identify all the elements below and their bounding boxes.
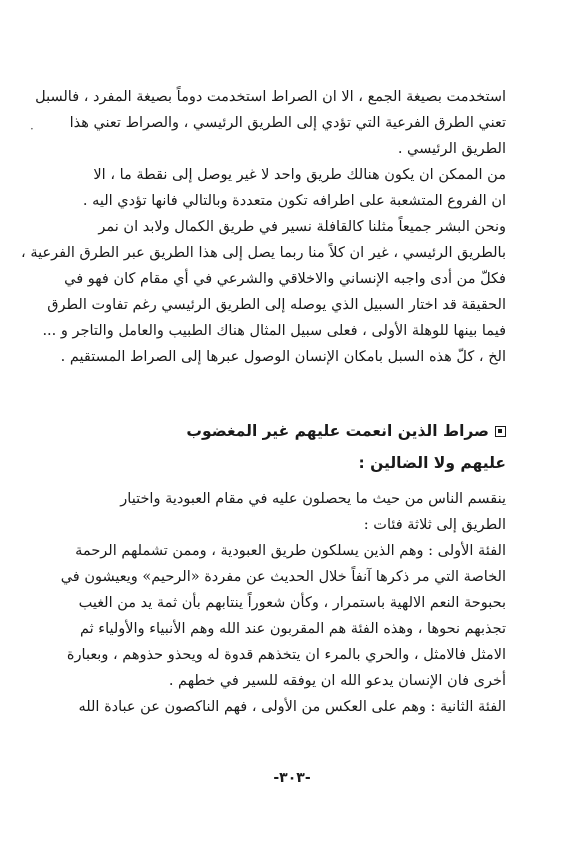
text-line: أخرى فان الإنسان يدعو الله ان يوفقه للسير في خطهم . [168, 673, 506, 689]
page-number: -٣٠٣- [273, 770, 311, 786]
square-bullet-icon [495, 426, 506, 437]
text-line: بحبوحة النعم الالهية باستمرار ، وكأن شعوراً ينتابهم بأن ثمة يد من الغيب [78, 595, 506, 611]
heading-line-1: صراط الذين انعمت عليهم غير المغضوب [186, 422, 489, 440]
text-line: تجذبهم نحوها ، وهذه الفئة هم المقربون عند الله وهم الأنبياء والأولياء ثم [79, 621, 506, 637]
text-line: الفئة الثانية : وهم على العكس من الأولى ، فهم الناكصون عن عبادة الله [78, 699, 506, 715]
section-heading [86, 420, 506, 474]
text-line: ان الفروع المتشعبة على اطرافه تكون متعددة وبالتالي فانها تؤدي اليه . [82, 193, 506, 209]
text-line: من الممكن ان يكون هنالك طريق واحد لا غير يوصل إلى نقطة ما ، الا [93, 167, 506, 183]
text-line: فيما بينها للوهلة الأولى ، فعلى سبيل المثال هناك الطبيب والعامل والتاجر و ... [42, 323, 506, 339]
text-line: الفئة الأولى : وهم الذين يسلكون طريق العبودية ، وممن تشملهم الرحمة [75, 543, 506, 559]
heading-line-2: عليهم ولا الضالين : [358, 454, 506, 472]
margin-mark: · [30, 122, 34, 136]
text-line: الامثل فالامثل ، والحري بالمرء ان يتخذهم قدوة له ويحذو حذوهم ، وبعبارة [66, 647, 506, 663]
text-line: بالطريق الرئيسي ، غير ان كلاً منا ربما يصل إلى هذا الطريق عبر الطرق الفرعية ، [21, 245, 506, 261]
text-line: الخاصة التي مر ذكرها آنفاً خلال الحديث عن مفردة «الرحيم» ويعيشون في [60, 569, 506, 585]
text-line: الخ ، كلّ هذه السبل بامكان الإنسان الوصول عبرها إلى الصراط المستقيم . [60, 349, 506, 365]
text-line: الطريق إلى ثلاثة فئات : [363, 517, 506, 533]
text-line: ونحن البشر جميعاً مثلنا كالقافلة نسير في طريق الكمال ولابد ان نمر [98, 219, 506, 235]
text-line: استخدمت بصيغة الجمع ، الا ان الصراط استخدمت دوماً بصيغة المفرد ، فالسبل [35, 89, 506, 105]
text-line: الطريق الرئيسي . [397, 141, 506, 157]
paragraph-block-2 [60, 490, 506, 724]
paragraph-block-1 [21, 88, 506, 374]
text-line: الحقيقة قد اختار السبيل الذي يوصله إلى الطريق الرئيسي رغم تفاوت الطرق [47, 297, 506, 313]
text-line: تعني الطرق الفرعية التي تؤدي إلى الطريق الرئيسي ، والصراط تعني هذا [69, 115, 506, 131]
text-line: فكلّ من أدى واجبه الإنساني والاخلاقي والشرعي في أي مقام كان فهو في [64, 271, 506, 287]
text-line: ينقسم الناس من حيث ما يحصلون عليه في مقام العبودية واختيار [120, 491, 506, 507]
